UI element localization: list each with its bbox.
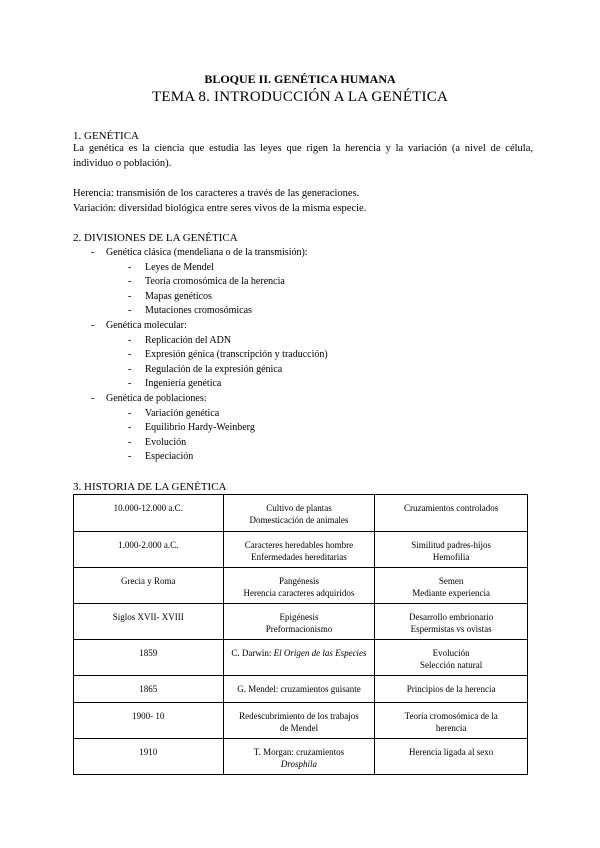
- table-cell-period: 1859: [74, 640, 224, 676]
- subdivision-item: - Expresión génica (transcripción y traducción): [73, 348, 328, 363]
- table-row: [74, 568, 528, 604]
- table-cell-period: 1.000-2.000 a.C.: [74, 532, 224, 568]
- table-cell-concept: Evolución Selección natural: [375, 640, 528, 676]
- table-cell-event: Redescubrimiento de los trabajos de Mendel: [223, 703, 375, 739]
- subdivision-item: - Variación genética: [73, 407, 328, 422]
- table-cell-period: 1865: [74, 676, 224, 703]
- table-row: [74, 703, 528, 739]
- section-3-heading: 3. HISTORIA DE LA GENÉTICA: [73, 481, 227, 493]
- table-cell-event: Cultivo de plantas Domesticación de animales: [223, 495, 375, 532]
- table-cell-period: Grecia y Roma: [74, 568, 224, 604]
- table-cell-concept: Semen Mediante experiencia: [375, 568, 528, 604]
- table-row: [74, 640, 528, 676]
- table-cell-event: T. Morgan: cruzamientos Drosphila: [223, 739, 375, 775]
- subdivision-item: - Especiación: [73, 450, 328, 465]
- subdivision-item: - Equilibrio Hardy-Weinberg: [73, 421, 328, 436]
- subdivision-item: - Mutaciones cromosómicas: [73, 304, 328, 319]
- table-cell-event: G. Mendel: cruzamientos guisante: [223, 676, 375, 703]
- table-cell-concept: Desarrollo embrionario Espermistas vs ovistas: [375, 604, 528, 640]
- table-cell-period: 1910: [74, 739, 224, 775]
- division-item: - Genética clásica (mendeliana o de la transmisión):: [73, 246, 328, 261]
- table-cell-event: Caracteres heredables hombre Enfermedades hereditarias: [223, 532, 375, 568]
- subdivision-item: - Replicación del ADN: [73, 334, 328, 349]
- history-table: [73, 494, 528, 775]
- block-title: BLOQUE II. GENÉTICA HUMANA: [204, 72, 396, 86]
- table-cell-period: 10.000-12.000 a.C.: [74, 495, 224, 532]
- genetics-definition: La genética es la ciencia que estudia las leyes que rigen la herencia y la variación (a nivel de célula, individuo o población).: [73, 143, 533, 169]
- subdivision-item: - Ingeniería genética: [73, 377, 328, 392]
- table-cell-event: Epigénesis Preformacionismo: [223, 604, 375, 640]
- table-cell-period: Siglos XVII- XVIII: [74, 604, 224, 640]
- table-row: [74, 495, 528, 532]
- divisions-list: [73, 246, 328, 465]
- topic-title: TEMA 8. INTRODUCCIÓN A LA GENÉTICA: [152, 89, 448, 105]
- herencia-definition: Herencia: transmisión de los caracteres a través de las generaciones.: [73, 188, 360, 199]
- variacion-definition: Variación: diversidad biológica entre seres vivos de la misma especie.: [73, 203, 367, 214]
- division-item: - Genética de poblaciones:: [73, 392, 328, 407]
- subdivision-item: - Evolución: [73, 436, 328, 451]
- subdivision-item: - Mapas genéticos: [73, 290, 328, 305]
- subdivision-item: - Leyes de Mendel: [73, 261, 328, 276]
- table-cell-concept: Principios de la herencia: [375, 676, 528, 703]
- table-row: [74, 604, 528, 640]
- table-cell-concept: Similitud padres-hijos Hemofilia: [375, 532, 528, 568]
- table-row: [74, 739, 528, 775]
- subdivision-item: - Teoría cromosómica de la herencia: [73, 275, 328, 290]
- section-1-heading: 1. GENÉTICA: [73, 130, 139, 142]
- table-cell-event: C. Darwin: El Origen de las Especies: [223, 640, 375, 676]
- section-2-heading: 2. DIVISIONES DE LA GENÉTICA: [73, 232, 238, 244]
- table-cell-concept: Cruzamientos controlados: [375, 495, 528, 532]
- table-row: [74, 676, 528, 703]
- table-cell-concept: Teoría cromosómica de la herencia: [375, 703, 528, 739]
- table-cell-period: 1900- 10: [74, 703, 224, 739]
- subdivision-item: - Regulación de la expresión génica: [73, 363, 328, 378]
- table-cell-event: Pangénesis Herencia caracteres adquiridos: [223, 568, 375, 604]
- table-row: [74, 532, 528, 568]
- division-item: - Genética molecular:: [73, 319, 328, 334]
- table-cell-concept: Herencia ligada al sexo: [375, 739, 528, 775]
